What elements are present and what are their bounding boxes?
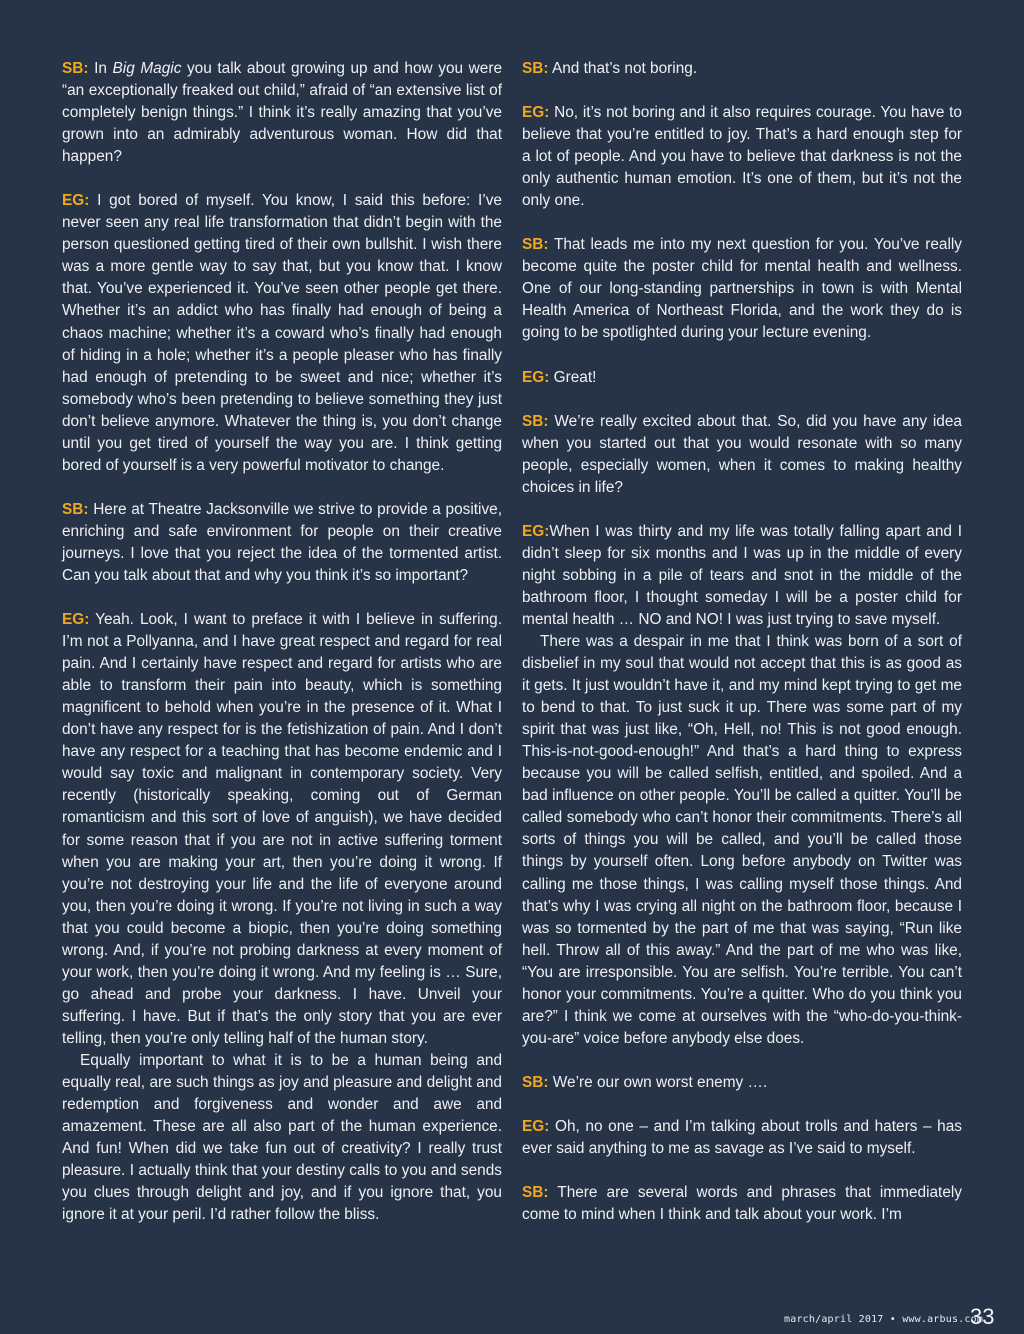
paragraph-text: And that’s not boring. bbox=[548, 60, 698, 77]
paragraph-text: Oh, no one – and I’m talking about trolls and haters – has ever said anything to me as savage as I’ve said to myself. bbox=[522, 1117, 962, 1157]
paragraph-text: When I was thirty and my life was totally falling apart and I didn’t sleep for six months and I was up in the middle of every night sobbing in a pile of tears and snot in the middle of the bathroom floor, I thought someday I will be a poster child for mental health … NO and NO! I was just trying to save myself. bbox=[522, 522, 962, 628]
answer-paragraph bbox=[62, 609, 502, 1050]
question-paragraph bbox=[522, 1072, 962, 1094]
paragraph-text: In bbox=[88, 60, 113, 77]
page-footer: march/april 2017 • www.arbus.com bbox=[784, 1314, 984, 1325]
speaker-label: EG: bbox=[62, 611, 90, 629]
paragraph-text: No, it’s not boring and it also requires courage. You have to believe that you’re entitled to joy. That’s a hard enough step for a lot of people. And you have to believe that darkness is not the only authentic human emotion. It’s one of them, but it’s not the only one. bbox=[522, 104, 962, 210]
paragraph-text: That leads me into my next question for you. You’ve really become quite the poster child for mental health and wellness. One of our long-standing partnerships in town is with Mental Health America of Northeast Florida, and the work they do is going to be spotlighted during your lecture evening. bbox=[522, 236, 962, 342]
answer-paragraph bbox=[522, 102, 962, 212]
speaker-label: SB: bbox=[522, 236, 549, 254]
book-title: Big Magic bbox=[112, 60, 182, 77]
paragraph-text: you talk about growing up and how you were “an exceptionally freaked out child,” afraid of “an extensive list of completely benign things.” I think it’s really amazing that you’ve grown into an admirably adventurous woman. How did that happen? bbox=[62, 60, 503, 166]
paragraph-text: There are several words and phrases that immediately come to mind when I think and talk about your work. I’m bbox=[522, 1184, 962, 1224]
answer-continuation: There was a despair in me that I think was born of a sort of disbelief in my soul that would not accept that this is as good as it gets. It just wouldn’t have it, and my mind kept trying to get me to bend to that. To just suck it up. There was some part of my spirit that was just like, “Oh, Hell, no! This is not good enough. This-is-not-good-enough!” And that’s a hard thing to express because you will be called selfish, entitled, and spoiled. And a bad influence on other people. You’ll be called a quitter. You’ll be called somebody who can’t honor their commitments. There’s all sorts of things you will be called, and you’ll be called those things by yourself often. Long before anybody on Twitter was calling me those things, I was calling myself those things. And that’s why I was crying all night on the bathroom floor, because I was so tormented by the part of me that was saying, “Run like hell. Throw all of this away.” And the part of me who was like, “You are irresponsible. You are selfish. You’re terrible. You can’t honor your commitments. You’re a quitter. Who do you think you are?” I think we come at ourselves with the “who-do-you-think-you-are” voice before anybody else does. bbox=[522, 632, 962, 1047]
question-paragraph bbox=[522, 1182, 962, 1226]
question-paragraph bbox=[522, 411, 962, 499]
speaker-label: SB: bbox=[522, 60, 549, 77]
right-column bbox=[522, 58, 962, 1248]
paragraph-text: Yeah. Look, I want to preface it with I believe in suffering. I’m not a Pollyanna, and I have great respect and regard for real pain. And I certainly have respect and regard for artists who are able to transform their pain into beauty, which is something magnificent to behold when you’re in the presence of it. What I don’t have any respect for is the fetishization of pain. And I don’t have any respect for a teaching that has become endemic and I would say toxic and malignant in contemporary society. Very recently (historically speaking, coming out of German romanticism and this sort of love of anguish), we have decided for some reason that if you are not in active suffering torment when you are making your art, then you’re doing it wrong. If you’re not destroying your life and the life of everyone around you, then you’re doing it wrong. If you’re not living in such a way that you could become a biopic, then you’re doing something wrong. And, if you’re not probing darkness at every moment of your work, then you’re doing it wrong. And my feeling is … Sure, go ahead and probe your darkness. I have. Unveil your suffering. I have. But if that’s the only story that you are ever telling, then you’re only telling half of the human story. bbox=[62, 611, 502, 1047]
answer-paragraph bbox=[522, 521, 962, 631]
speaker-label: SB: bbox=[522, 412, 549, 430]
speaker-label: EG: bbox=[522, 104, 550, 122]
answer-paragraph bbox=[522, 367, 962, 389]
paragraph-text: We’re our own worst enemy …. bbox=[548, 1073, 768, 1091]
paragraph-text: I got bored of myself. You know, I said this before: I’ve never seen any real life transformation that didn’t begin with the person questioned getting tired of their own bullshit. I wish there was a more gentle way to say that, but you know that. I know that. You’ve experienced it. You’ve seen other people get there. Whether it’s an addict who has finally had enough of being a chaos machine; whether it’s a coward who’s finally had enough of hiding in a hole; whether it’s a people pleaser who has finally had enough of pretending to be sweet and nice; whether it’s somebody who’s been pretending to believe something they just don’t believe anymore. Whatever the thing is, you don’t change until you get tired of yourself the way you are. I think getting bored of yourself is a very powerful motivator to change. bbox=[62, 192, 502, 474]
speaker-label: SB: bbox=[522, 1073, 549, 1091]
speaker-label: EG: bbox=[522, 1117, 550, 1135]
paragraph-text: We’re really excited about that. So, did you have any idea when you started out that you would resonate with so many people, especially women, when it comes to making healthy choices in life? bbox=[522, 412, 962, 496]
speaker-label: SB: bbox=[522, 1184, 549, 1202]
speaker-label: SB: bbox=[62, 60, 89, 77]
page-number: 33 bbox=[970, 1304, 995, 1329]
left-column bbox=[62, 58, 502, 1226]
speaker-label: EG: bbox=[62, 192, 90, 210]
question-paragraph bbox=[522, 58, 962, 80]
question-paragraph bbox=[62, 499, 502, 587]
speaker-label: SB: bbox=[62, 500, 89, 518]
question-paragraph bbox=[62, 58, 502, 168]
paragraph-text: Great! bbox=[549, 368, 597, 386]
speaker-label: EG: bbox=[522, 522, 550, 540]
answer-paragraph bbox=[522, 1116, 962, 1160]
answer-continuation: Equally important to what it is to be a human being and equally real, are such things as joy and pleasure and delight and redemption and forgiveness and wonder and awe and amazement. These are all also part of the human experience. And fun! When did we take fun out of creativity? I really trust pleasure. I actually think that your destiny calls to you and sends you clues through delight and joy, and if you ignore that, you ignore it at your peril. I’d rather follow the bliss. bbox=[62, 1051, 502, 1224]
answer-paragraph bbox=[62, 190, 502, 477]
question-paragraph bbox=[522, 234, 962, 344]
speaker-label: EG: bbox=[522, 368, 550, 386]
paragraph-text: Here at Theatre Jacksonville we strive to provide a positive, enriching and safe environment for people on their creative journeys. I love that you reject the idea of the tormented artist. Can you talk about that and why you think it’s so important? bbox=[62, 500, 502, 584]
